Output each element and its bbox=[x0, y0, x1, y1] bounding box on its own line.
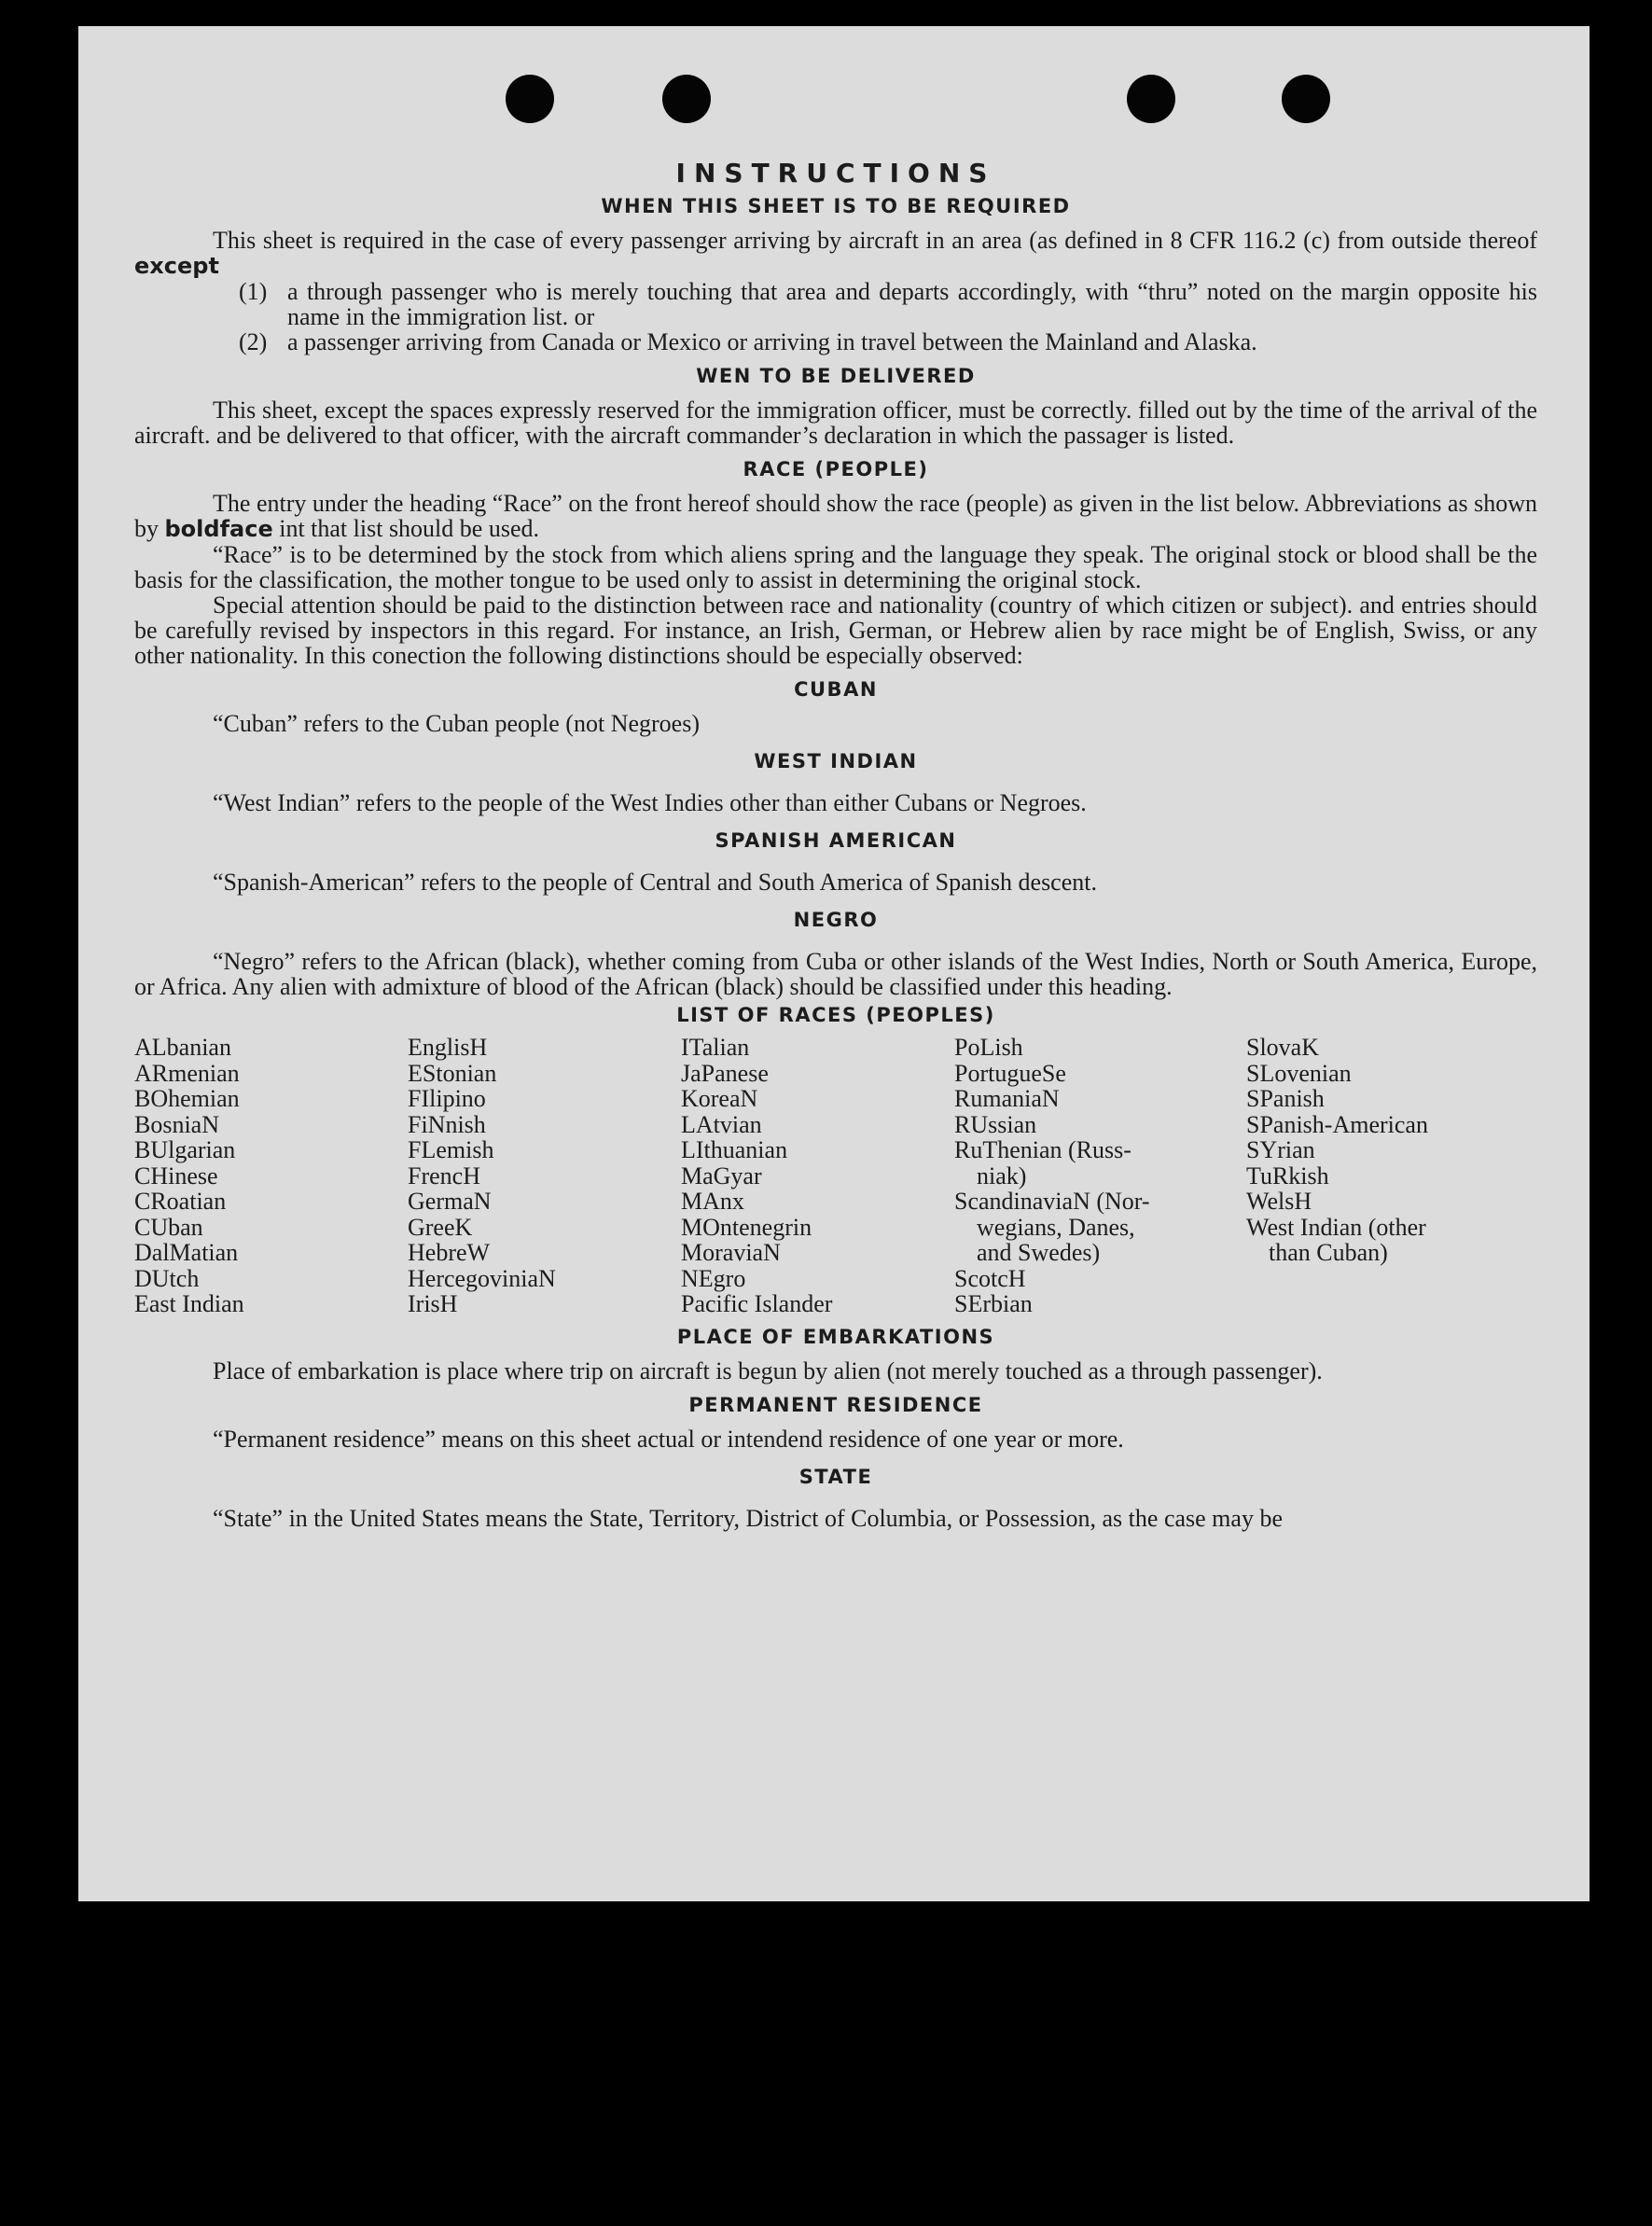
race-entry: ScotcH bbox=[954, 1264, 1026, 1292]
race-entry: West Indian (other bbox=[1246, 1213, 1426, 1241]
heading-when-required: WHEN THIS SHEET IS TO BE REQUIRED bbox=[601, 195, 1071, 217]
race-entry: SErbian bbox=[954, 1290, 1033, 1317]
heading-state: STATE bbox=[798, 1465, 873, 1488]
paragraph-race-1: The entry under the heading “Race” on the front hereof should show the race (people) as given in the list below. Abbreviations as shown by boldface int that list should be used. bbox=[134, 490, 1537, 542]
heading-embarkation: PLACE OF EMBARKATIONS bbox=[676, 1325, 995, 1348]
race-entry: ALbanian bbox=[134, 1034, 231, 1061]
race-entry: DalMatian bbox=[134, 1239, 239, 1266]
race-entry: MoraviaN bbox=[681, 1239, 781, 1266]
races-column bbox=[134, 1035, 408, 1317]
race-entry: MaGyar bbox=[681, 1162, 762, 1190]
paragraph-when-delivered: This sheet, except the spaces expressly reserved for the immigration officer, must be correctly. filled out by the time of the arrival of the aircraft. and be delivered to that officer, with the aircraft commander’s declaration in which the passager is listed. bbox=[134, 397, 1537, 449]
race-entry: ScandinaviaN (Nor- bbox=[954, 1188, 1150, 1215]
race-entry: SYrian bbox=[1246, 1136, 1315, 1163]
heading-when-delivered: WEN TO BE DELIVERED bbox=[696, 365, 976, 387]
race-entry: CUban bbox=[134, 1213, 203, 1241]
race-entry: IrisH bbox=[408, 1290, 458, 1317]
race-entry: than Cuban) bbox=[1269, 1239, 1388, 1266]
race-entry: SLovenian bbox=[1246, 1059, 1352, 1087]
bold-except: except bbox=[134, 253, 219, 279]
races-column bbox=[408, 1035, 681, 1317]
race-entry: WelsH bbox=[1246, 1188, 1312, 1215]
document-body bbox=[134, 159, 1537, 1531]
races-column bbox=[954, 1035, 1246, 1317]
race-entry: wegians, Danes, bbox=[977, 1213, 1135, 1241]
race-entry: niak) bbox=[977, 1162, 1027, 1190]
race-entry: GermaN bbox=[408, 1188, 492, 1215]
punch-hole bbox=[662, 75, 711, 123]
race-entry: RuThenian (Russ- bbox=[954, 1136, 1131, 1163]
race-entry: MOntenegrin bbox=[681, 1213, 812, 1241]
race-entry: RumaniaN bbox=[954, 1085, 1060, 1112]
race-entry: HebreW bbox=[408, 1239, 491, 1266]
heading-west-indian: WEST INDIAN bbox=[754, 750, 918, 772]
heading-cuban: CUBAN bbox=[794, 678, 878, 701]
page-title: INSTRUCTIONS bbox=[675, 158, 996, 188]
race-entry: East Indian bbox=[134, 1290, 244, 1317]
race-entry: MAnx bbox=[681, 1188, 744, 1215]
races-column bbox=[681, 1035, 954, 1317]
paragraph-spanish-american: “Spanish-American” refers to the people of Central and South America of Spanish descent. bbox=[213, 869, 1097, 896]
race-entry: DUtch bbox=[134, 1264, 200, 1292]
race-entry: NEgro bbox=[681, 1264, 746, 1292]
race-entry: BOhemian bbox=[134, 1085, 240, 1112]
race-entry: FiNnish bbox=[408, 1110, 486, 1138]
race-entry: BUlgarian bbox=[134, 1136, 236, 1163]
race-entry: FIlipino bbox=[408, 1085, 486, 1112]
race-entry: BosniaN bbox=[134, 1110, 219, 1138]
paragraph-race-3: Special attention should be paid to the distinction between race and nationality (country of which citizen or subject). and entries should be carefully revised by inspectors in this regard. For instance, an Irish, German, or Hebrew alien by race might be of English, Swiss, or any other nationality. In this conection the following distinctions should be especially observed: bbox=[134, 591, 1537, 669]
heading-negro: NEGRO bbox=[793, 909, 879, 931]
document-sheet bbox=[78, 26, 1590, 1901]
races-column bbox=[1246, 1035, 1537, 1317]
race-entry: PoLish bbox=[954, 1034, 1023, 1061]
race-entry: EnglisH bbox=[408, 1034, 488, 1061]
paragraph-race-2: “Race” is to be determined by the stock from which aliens spring and the language they speak. The original stock or blood shall be the basis for the classification, the mother tongue to be used only to assist in determining the original stock. bbox=[134, 541, 1537, 593]
race-entry: LAtvian bbox=[681, 1110, 762, 1138]
race-entry: CRoatian bbox=[134, 1188, 227, 1215]
list-item: (2) a passenger arriving from Canada or Mexico or arriving in travel between the Mainland and Alaska. bbox=[239, 328, 1257, 355]
paragraph-embarkation: Place of embarkation is place where trip on aircraft is begun by alien (not merely touched as a through passenger). bbox=[213, 1356, 1323, 1384]
punch-hole bbox=[1127, 75, 1175, 123]
race-entry: ARmenian bbox=[134, 1059, 240, 1087]
races-table bbox=[134, 1035, 1537, 1317]
race-entry: ITalian bbox=[681, 1034, 750, 1061]
race-entry: FLemish bbox=[408, 1136, 494, 1163]
paragraph-when-required: This sheet is required in the case of every passenger arriving by aircraft in an area (as defined in 8 CFR 116.2 (c) from outside thereof except bbox=[134, 227, 1537, 279]
race-entry: TuRkish bbox=[1246, 1162, 1329, 1190]
heading-permanent-residence: PERMANENT RESIDENCE bbox=[688, 1393, 983, 1416]
race-entry: Pacific Islander bbox=[681, 1290, 833, 1317]
race-entry: CHinese bbox=[134, 1162, 218, 1190]
heading-spanish-american: SPANISH AMERICAN bbox=[715, 829, 957, 852]
race-entry: PortugueSe bbox=[954, 1059, 1066, 1087]
punch-hole bbox=[506, 75, 554, 123]
race-entry: LIthuanian bbox=[681, 1136, 788, 1163]
paragraph-west-indian: “West Indian” refers to the people of the West Indies other than either Cubans or Negroes. bbox=[213, 789, 1087, 816]
race-entry: JaPanese bbox=[681, 1059, 769, 1087]
race-entry: FrencH bbox=[408, 1162, 480, 1190]
race-entry: SPanish bbox=[1246, 1085, 1325, 1112]
race-entry: SPanish-American bbox=[1246, 1110, 1428, 1138]
race-entry: GreeK bbox=[408, 1213, 473, 1241]
race-entry: EStonian bbox=[408, 1059, 497, 1087]
race-entry: and Swedes) bbox=[977, 1239, 1101, 1266]
paragraph-permanent-residence: “Permanent residence” means on this sheet actual or intendend residence of one year or more. bbox=[213, 1425, 1124, 1453]
paragraph-negro: “Negro” refers to the African (black), whether coming from Cuba or other islands of the West Indies, North or South America, Europe, or Africa. Any alien with admixture of blood of the African (black) should be classified under this heading. bbox=[134, 948, 1537, 1000]
bold-boldface: boldface bbox=[164, 516, 273, 542]
heading-race: RACE (PEOPLE) bbox=[743, 458, 929, 480]
punch-hole bbox=[1282, 75, 1330, 123]
paragraph-cuban: “Cuban” refers to the Cuban people (not Negroes) bbox=[213, 710, 700, 737]
list-item: (1) a through passenger who is merely touching that area and departs accordingly, with “thru” noted on the margin opposite his name in the immigration list. or bbox=[239, 278, 1537, 330]
race-entry: SlovaK bbox=[1246, 1034, 1319, 1061]
race-entry: KoreaN bbox=[681, 1085, 758, 1112]
race-entry: RUssian bbox=[954, 1110, 1037, 1138]
race-entry: HercegoviniaN bbox=[408, 1264, 556, 1292]
heading-list-of-races: LIST OF RACES (PEOPLES) bbox=[676, 1004, 995, 1026]
paragraph-state: “State” in the United States means the State, Territory, District of Columbia, or Possession, as the case may be bbox=[213, 1504, 1283, 1532]
